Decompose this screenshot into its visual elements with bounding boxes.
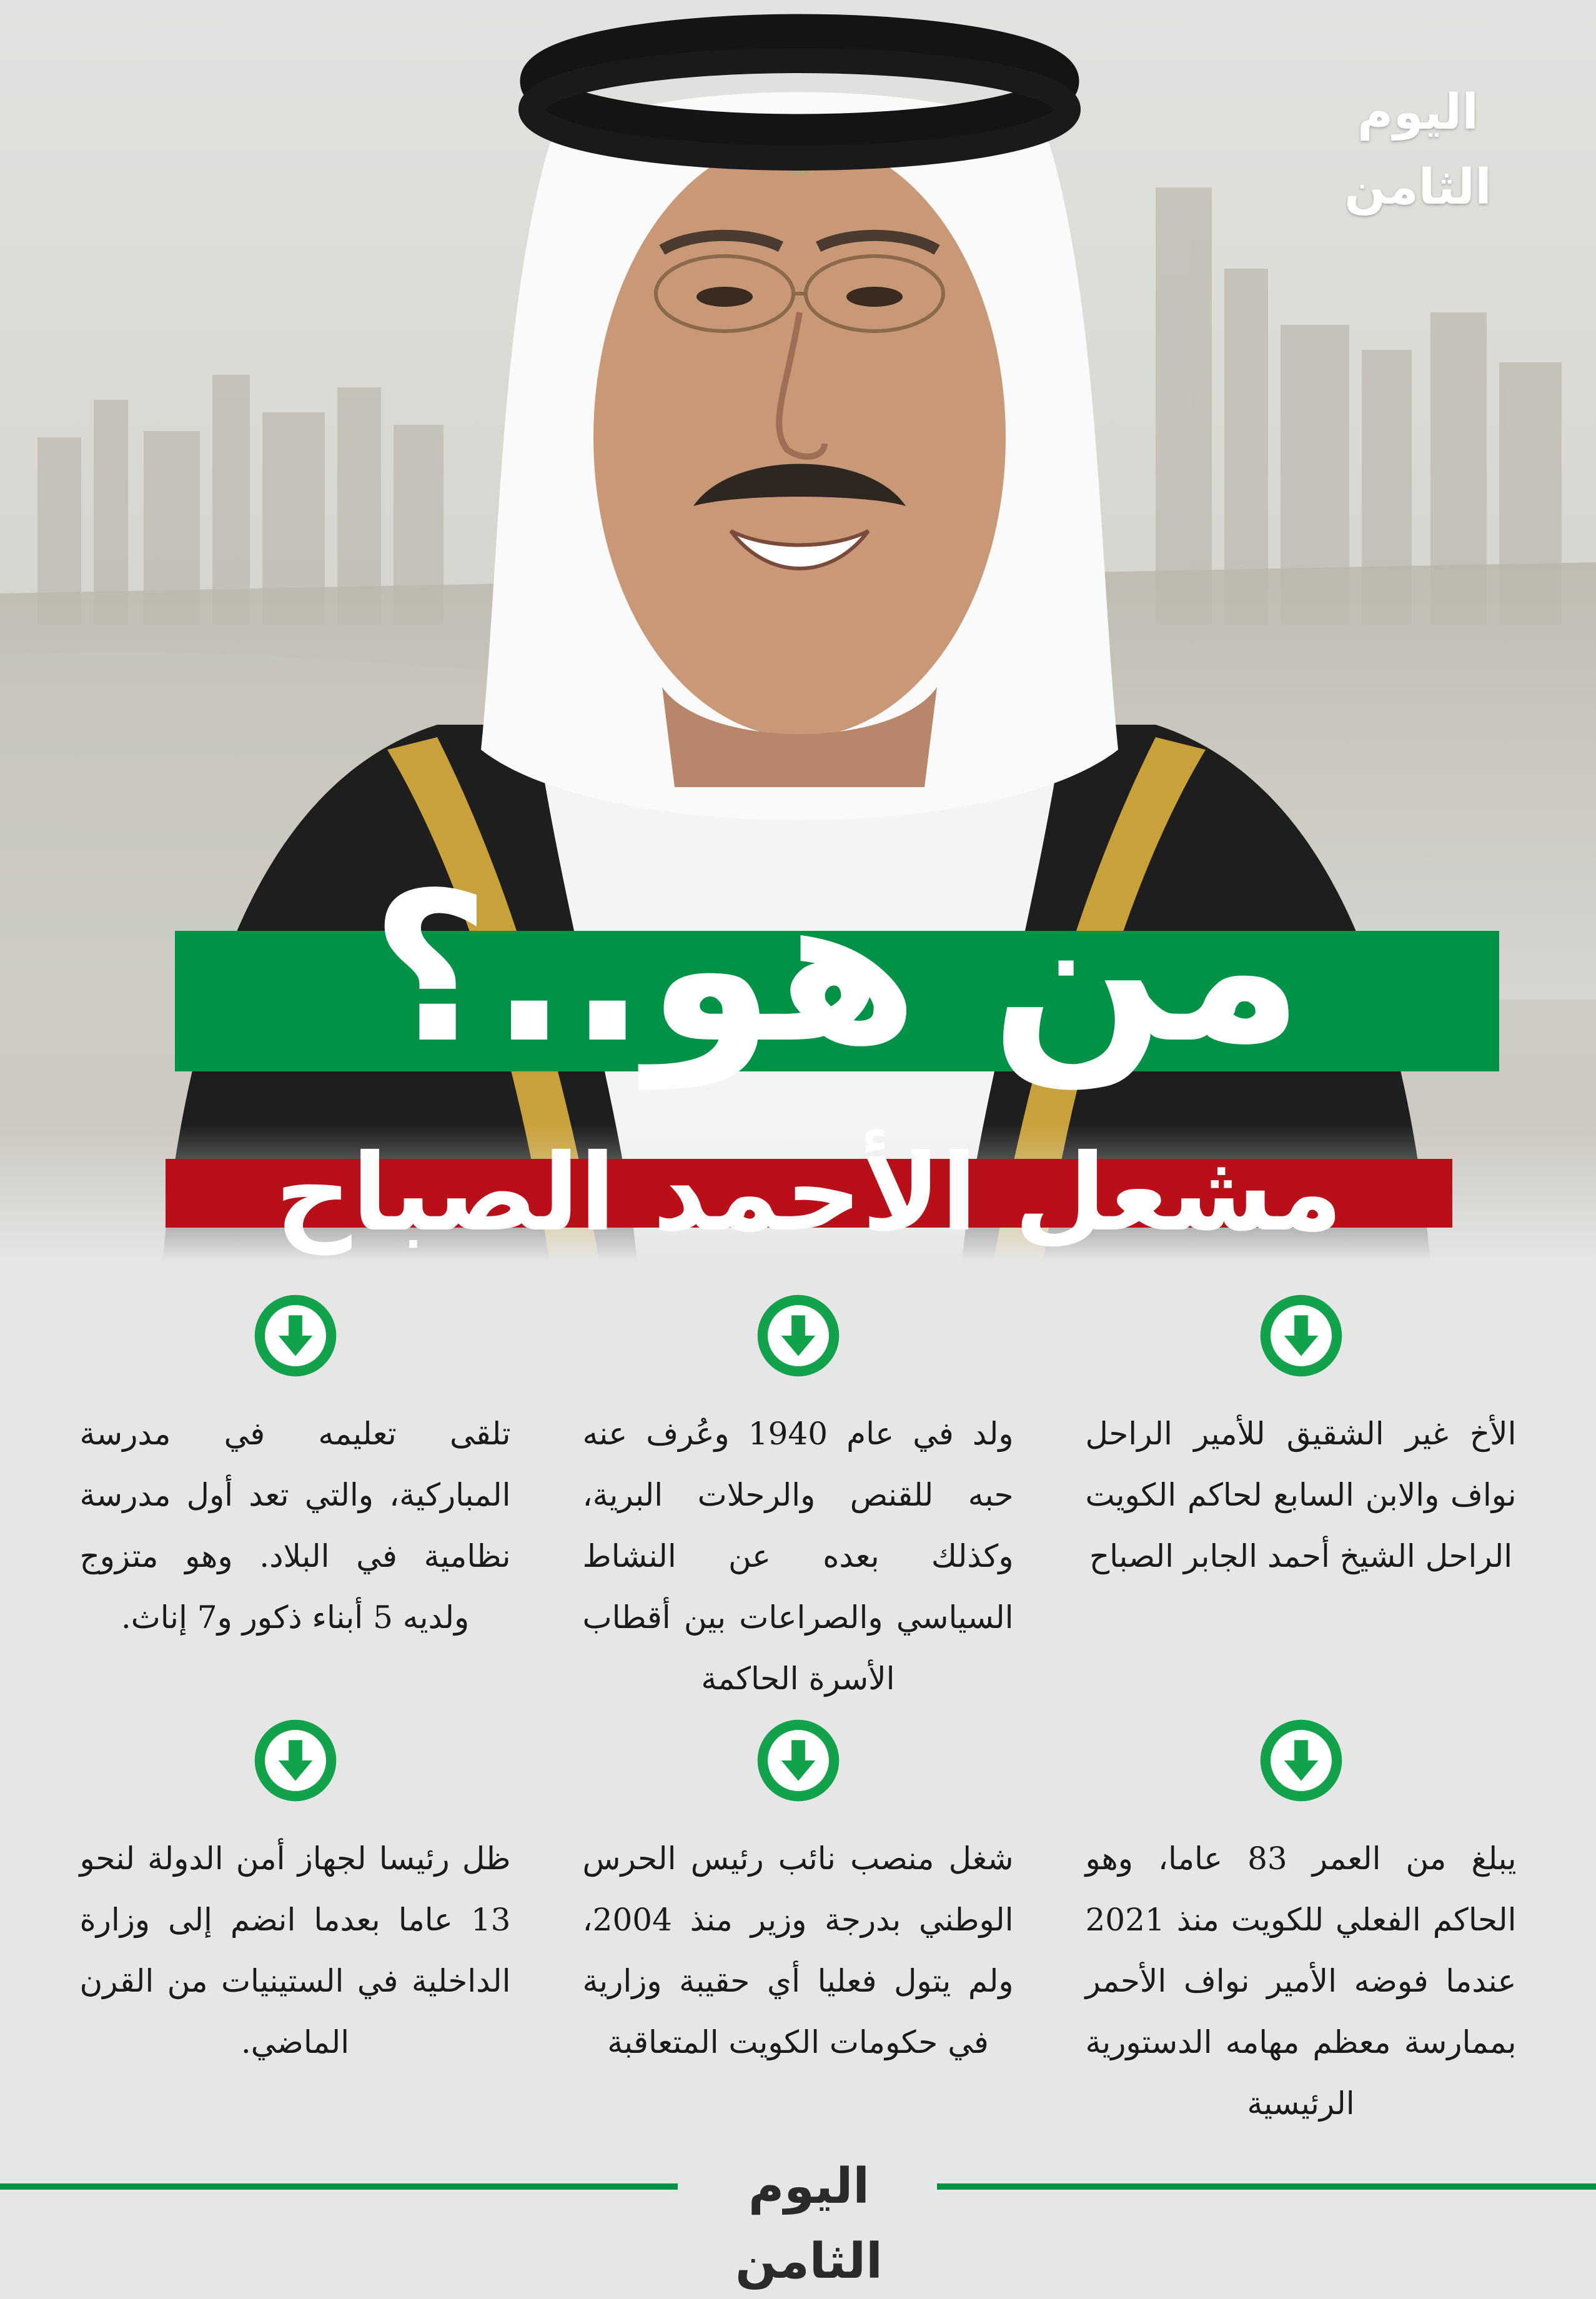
fact-item: [1049, 1699, 1552, 2122]
logo-bottom: اليوم الثامن: [735, 2158, 883, 2290]
arrow-down-circle-icon: [1259, 1718, 1344, 1803]
fact-item: [44, 1274, 547, 1699]
arrow-down-circle-icon: [756, 1293, 841, 1378]
fact-text: ولد في عام 1940 وعُرف عنه حبه للقنص والرحلات البرية، وكذلك بعده عن النشاط السياسي والصراعات بين أقطاب الأسرة الحاكمة: [582, 1416, 1014, 1697]
arrow-down-circle-icon: [1259, 1293, 1344, 1378]
footer-divider-right: [937, 2183, 1596, 2190]
arrow-down-circle-icon: [253, 1293, 338, 1378]
name-text: مشعل الأحمد الصباح: [275, 1131, 1343, 1255]
fact-text: شغل منصب نائب رئيس الحرس الوطني بدرجة وزير منذ 2004، ولم يتول فعليا أي حقيبة وزارية في حكومات الكويت المتعاقبة: [582, 1840, 1014, 2060]
facts-grid: [44, 1274, 1552, 2122]
fact-item: [44, 1699, 547, 2105]
fact-text: يبلغ من العمر 83 عاما، وهو الحاكم الفعلي للكويت منذ 2021 عندما فوضه الأمير نواف الأحمر بممارسة معظم مهامه الدستورية الرئيسية: [1085, 1840, 1517, 2122]
fact-item: [547, 1699, 1049, 2105]
headline-text: من هو..؟: [370, 848, 1304, 1088]
headline-banner: [175, 848, 1499, 1088]
fact-item: [547, 1274, 1049, 1699]
fact-text: الأخ غير الشقيق للأمير الراحل نواف والابن السابع لحاكم الكويت الراحل الشيخ أحمد الجابر الصباح: [1085, 1416, 1517, 1574]
arrow-down-circle-icon: [253, 1718, 338, 1803]
fact-text: تلقى تعليمه في مدرسة المباركية، والتي تعد أول مدرسة نظامية في البلاد. وهو متزوج ولديه 5 أبناء ذكور و7 إناث.: [79, 1416, 511, 1636]
name-banner: [166, 1131, 1452, 1255]
fact-item: [1049, 1274, 1552, 1699]
footer-divider-left: [0, 2183, 678, 2190]
arrow-down-circle-icon: [756, 1718, 841, 1803]
logo-top: اليوم الثامن: [1344, 84, 1492, 216]
fact-text: ظل رئيسا لجهاز أمن الدولة لنحو 13 عاما بعدما انضم إلى وزارة الداخلية في الستينيات من القرن الماضي.: [79, 1840, 511, 2060]
